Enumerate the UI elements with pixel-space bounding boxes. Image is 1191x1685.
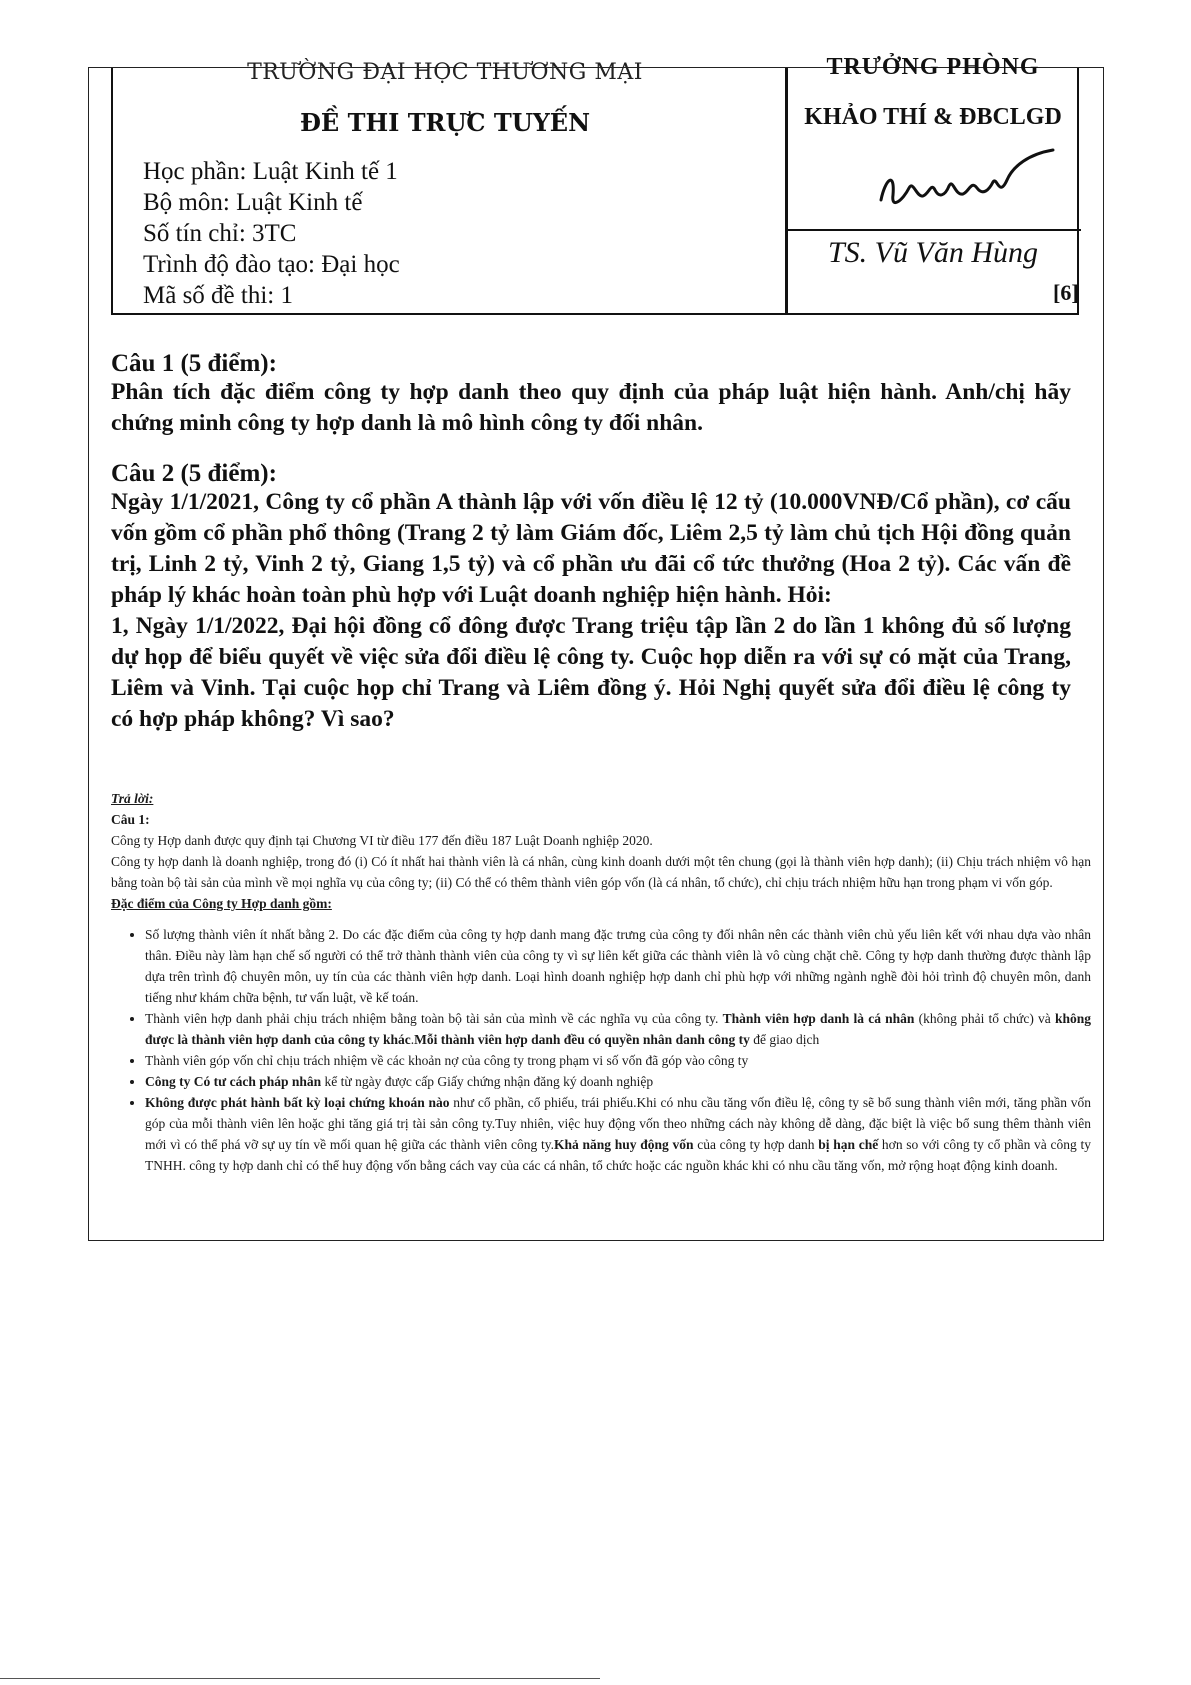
features-heading: Đặc điểm của Công ty Hợp danh gồm:	[111, 896, 332, 911]
exam-header-box	[111, 54, 1079, 315]
question-1-text: Phân tích đặc điểm công ty hợp danh theo quy định của pháp luật hiện hành. Anh/chị hãy chứng minh công ty hợp danh là mô hình công ty đối nhân.	[111, 379, 1071, 436]
exam-title: ĐỀ THI TRỰC TUYẾN	[299, 108, 591, 137]
exam-code: Mã số đề thi: 1	[143, 282, 293, 309]
document-frame	[88, 54, 1104, 1241]
question-2-title: Câu 2 (5 điểm):	[111, 460, 277, 487]
question-2-part-1: 1, Ngày 1/1/2022, Đại hội đồng cổ đông được Trang triệu tập lần 2 do lần 1 không đủ số lượng dự họp để biểu quyết về việc sửa đổi điều lệ công ty. Cuộc họp diễn ra với sự có mặt của Trang, Liêm và Vinh. Tại cuộc họp chỉ Trang và Liêm đồng ý. Hỏi Nghị quyết sửa đổi điều lệ công ty có hợp pháp không? Vì sao?	[111, 613, 1071, 732]
page-code: [6]	[1053, 280, 1079, 305]
answer-question-1-label: Câu 1:	[111, 812, 150, 827]
feature-5-bold-a: Không được phát hành bất kỳ loại chứng khoán nào	[145, 1095, 450, 1110]
features-list	[111, 924, 1091, 1176]
school-name: TRƯỜNG ĐẠI HỌC THƯƠNG MẠI	[247, 60, 643, 85]
list-item	[145, 1092, 1091, 1176]
feature-1-text: Số lượng thành viên ít nhất bằng 2. Do các đặc điểm của công ty hợp danh mang đặc trưng của công ty đối nhân nên các thành viên chủ yếu liên kết với nhau dựa vào nhân thân. Điều này làm hạn chế số người có thể trở thành thành viên của công ty vì sự liên kết giữa các thành viên là vô cùng chặt chẽ. Công ty hợp danh thường được thành lập dựa trên trình độ chuyên môn, uy tín của các thành viên hợp danh. Loại hình doanh nghiệp hợp danh chỉ phù hợp với những ngành nghề đòi hỏi trình độ chuyên môn, danh tiếng như khám chữa bệnh, tư vấn luật, về kế toán.	[145, 927, 1091, 1005]
question-2-text: Ngày 1/1/2021, Công ty cổ phần A thành lập với vốn điều lệ 12 tỷ (10.000VNĐ/Cổ phần), cơ cấu vốn gồm cổ phần phổ thông (Trang 2 tỷ làm Giám đốc, Liêm 2,5 tỷ làm chủ tịch Hội đồng quản trị, Linh 2 tỷ, Vinh 2 tỷ, Giang 1,5 tỷ) và cổ phần ưu đãi cổ tức thưởng (Hoa 2 tỷ). Các vấn đề pháp lý khác hoàn toàn phù hợp với Luật doanh nghiệp hiện hành. Hỏi:	[111, 489, 1071, 608]
feature-2-text-c: .	[410, 1032, 415, 1047]
feature-2-text-b: (không phải tổ chức) và	[914, 1011, 1055, 1026]
dept-title-line2: KHẢO THÍ & ĐBCLGD	[804, 104, 1062, 130]
feature-5-bold-b: Khả năng huy động vốn	[553, 1137, 694, 1152]
training-level: Trình độ đào tạo: Đại học	[143, 251, 400, 278]
answer-heading: Trả lời:	[111, 791, 154, 806]
feature-4-text: kể từ ngày được cấp Giấy chứng nhận đăng ký doanh nghiệp	[321, 1074, 654, 1089]
feature-5-text-c: hơn so với công ty cổ phần và công ty TNHH. công ty hợp danh chỉ có thể huy động vốn bằng cách vay của các cá nhân, tổ chức hoặc các nguồn khác khi có nhu cầu tăng vốn, mở rộng hoạt động kinh doanh.	[145, 1137, 1091, 1173]
feature-5-text-a: như cổ phần, cổ phiếu, trái phiếu.Khi có nhu cầu tăng vốn điều lệ, công ty sẽ bổ sung thành viên mới, tăng phần vốn góp của mỗi thành viên lên hoặc ghi tăng giá trị tài sản công ty.Tuy nhiên, việc huy động vốn theo những cách này không dễ dàng, đặc biệt là việc bổ sung thêm thành viên mới vì có thể phá vỡ sự uy tín về mối quan hệ giữa các thành viên công ty.	[145, 1095, 1091, 1152]
signature-image	[873, 140, 1063, 220]
feature-5-text-b: của công ty hợp danh	[693, 1137, 819, 1152]
answer-section	[111, 788, 1091, 1176]
credits: Số tín chỉ: 3TC	[143, 220, 297, 247]
feature-3-text: Thành viên góp vốn chỉ chịu trách nhiệm về các khoản nợ của công ty trong phạm vi số vốn đã góp vào công ty	[145, 1053, 749, 1068]
feature-2-text-d: để giao dịch	[749, 1032, 820, 1047]
dept-title-clip	[785, 54, 1081, 94]
footer-line	[0, 1678, 600, 1679]
answer-intro-2: Công ty hợp danh là doanh nghiệp, trong đó (i) Có ít nhất hai thành viên là cá nhân, cùng kinh doanh dưới một tên chung (gọi là thành viên hợp danh); (ii) Chịu trách nhiệm vô hạn bằng toàn bộ tài sản của mình về mọi nghĩa vụ của công ty; (ii) Có thể có thêm thành viên góp vốn (là cá nhân, tổ chức), chỉ chịu trách nhiệm hữu hạn trong phạm vi vốn góp.	[111, 854, 1091, 890]
feature-4-bold: Công ty Có tư cách pháp nhân	[145, 1074, 322, 1089]
signature-underline	[787, 229, 1081, 231]
answer-intro-1: Công ty Hợp danh được quy định tại Chương VI từ điều 177 đến điều 187 Luật Doanh nghiệp 2020.	[111, 833, 653, 848]
course-name: Học phần: Luật Kinh tế 1	[143, 158, 398, 185]
department: Bộ môn: Luật Kinh tế	[143, 189, 363, 216]
list-item	[145, 1071, 1091, 1092]
feature-2-bold-a: Thành viên hợp danh là cá nhân	[722, 1011, 915, 1026]
exam-scan-image	[89, 54, 1103, 776]
list-item	[145, 924, 1091, 1008]
feature-2-bold-c: Mỗi thành viên hợp danh đều có quyền nhân danh công ty	[414, 1032, 750, 1047]
list-item	[145, 1050, 1091, 1071]
feature-2-text-a: Thành viên hợp danh phải chịu trách nhiệm bằng toàn bộ tài sản của mình về các nghĩa vụ của công ty.	[145, 1011, 723, 1026]
dept-title-line1: TRƯỞNG PHÒNG	[826, 54, 1040, 80]
signer-name: TS. Vũ Văn Hùng	[828, 236, 1038, 269]
feature-5-bold-c: bị hạn chế	[818, 1137, 879, 1152]
list-item	[145, 1008, 1091, 1050]
question-1-title: Câu 1 (5 điểm):	[111, 350, 277, 377]
feature-2-bold-b: không được là thành viên hợp danh của công ty khác	[145, 1011, 1092, 1047]
